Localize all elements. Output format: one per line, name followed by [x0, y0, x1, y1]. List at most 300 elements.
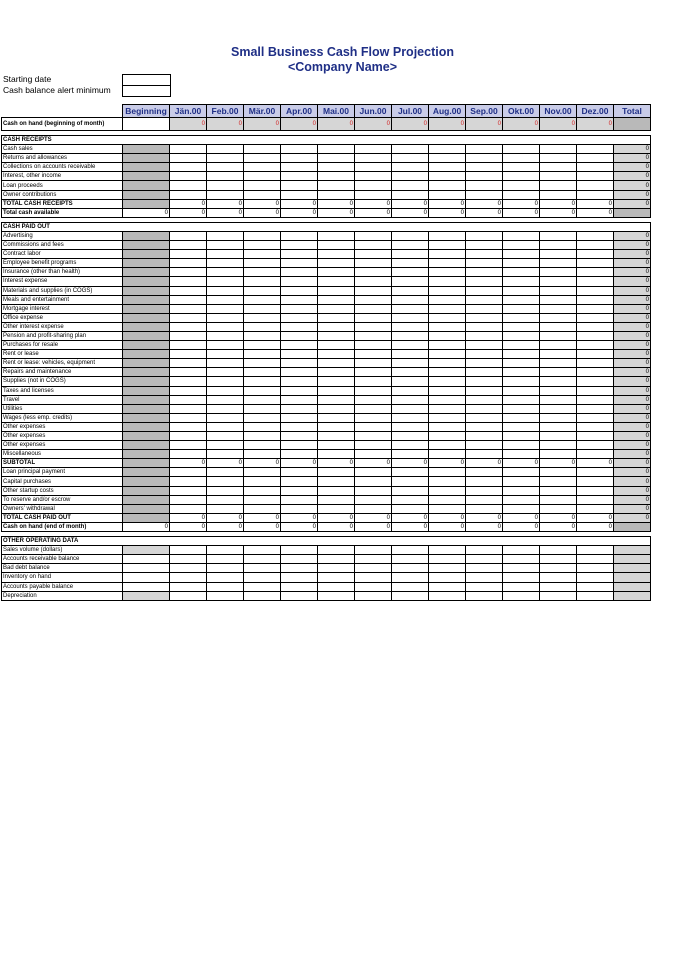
- input-cell[interactable]: [281, 422, 318, 431]
- input-cell[interactable]: [244, 350, 281, 359]
- input-cell[interactable]: [244, 277, 281, 286]
- input-cell[interactable]: [429, 468, 466, 477]
- input-cell[interactable]: [540, 432, 577, 441]
- input-cell[interactable]: [503, 495, 540, 504]
- input-cell[interactable]: [207, 359, 244, 368]
- input-cell[interactable]: [577, 322, 614, 331]
- input-cell[interactable]: [540, 395, 577, 404]
- input-cell[interactable]: [429, 181, 466, 190]
- input-cell[interactable]: [170, 172, 207, 181]
- input-cell[interactable]: [392, 573, 429, 582]
- input-cell[interactable]: [392, 377, 429, 386]
- input-cell[interactable]: [540, 295, 577, 304]
- input-cell[interactable]: [503, 555, 540, 564]
- input-cell[interactable]: [540, 404, 577, 413]
- input-cell[interactable]: [466, 172, 503, 181]
- input-cell[interactable]: [466, 564, 503, 573]
- input-cell[interactable]: [355, 163, 392, 172]
- input-cell[interactable]: [170, 564, 207, 573]
- input-cell[interactable]: [429, 190, 466, 199]
- input-cell[interactable]: [392, 163, 429, 172]
- input-cell[interactable]: [244, 322, 281, 331]
- input-cell[interactable]: [540, 241, 577, 250]
- input-cell[interactable]: [392, 555, 429, 564]
- input-cell[interactable]: [503, 145, 540, 154]
- input-cell[interactable]: [392, 477, 429, 486]
- input-cell[interactable]: [392, 395, 429, 404]
- input-cell[interactable]: [170, 377, 207, 386]
- input-cell[interactable]: [577, 591, 614, 600]
- input-cell[interactable]: [207, 295, 244, 304]
- input-cell[interactable]: [577, 163, 614, 172]
- input-cell[interactable]: [577, 386, 614, 395]
- input-cell[interactable]: [281, 591, 318, 600]
- input-cell[interactable]: [355, 250, 392, 259]
- input-cell[interactable]: [281, 468, 318, 477]
- input-cell[interactable]: [207, 432, 244, 441]
- input-cell[interactable]: [503, 331, 540, 340]
- input-cell[interactable]: [244, 172, 281, 181]
- input-cell[interactable]: [429, 331, 466, 340]
- input-cell[interactable]: [540, 555, 577, 564]
- input-cell[interactable]: [577, 477, 614, 486]
- input-cell[interactable]: [577, 154, 614, 163]
- input-cell[interactable]: [392, 259, 429, 268]
- input-cell[interactable]: [318, 377, 355, 386]
- input-cell[interactable]: [355, 259, 392, 268]
- input-cell[interactable]: [466, 468, 503, 477]
- input-cell[interactable]: [466, 504, 503, 513]
- input-cell[interactable]: [170, 331, 207, 340]
- input-cell[interactable]: [392, 268, 429, 277]
- input-cell[interactable]: [281, 241, 318, 250]
- input-cell[interactable]: [318, 241, 355, 250]
- input-cell[interactable]: [170, 582, 207, 591]
- input-cell[interactable]: [207, 341, 244, 350]
- input-cell[interactable]: [429, 377, 466, 386]
- input-cell[interactable]: [170, 350, 207, 359]
- input-cell[interactable]: [281, 172, 318, 181]
- input-cell[interactable]: [318, 190, 355, 199]
- input-cell[interactable]: [123, 582, 170, 591]
- input-cell[interactable]: [207, 331, 244, 340]
- input-cell[interactable]: [429, 286, 466, 295]
- input-cell[interactable]: [429, 582, 466, 591]
- input-cell[interactable]: [318, 259, 355, 268]
- input-cell[interactable]: [207, 422, 244, 431]
- input-cell[interactable]: [318, 181, 355, 190]
- input-cell[interactable]: [429, 591, 466, 600]
- input-cell[interactable]: [392, 432, 429, 441]
- input-cell[interactable]: [503, 259, 540, 268]
- input-cell[interactable]: [355, 377, 392, 386]
- input-cell[interactable]: [355, 286, 392, 295]
- input-cell[interactable]: [355, 386, 392, 395]
- input-cell[interactable]: [318, 268, 355, 277]
- input-cell[interactable]: [392, 331, 429, 340]
- input-cell[interactable]: [207, 582, 244, 591]
- input-cell[interactable]: [281, 495, 318, 504]
- input-cell[interactable]: [170, 504, 207, 513]
- input-cell[interactable]: [244, 268, 281, 277]
- input-cell[interactable]: [318, 504, 355, 513]
- input-cell[interactable]: [281, 304, 318, 313]
- input-cell[interactable]: [503, 564, 540, 573]
- input-cell[interactable]: [466, 304, 503, 313]
- input-cell[interactable]: [207, 546, 244, 555]
- input-cell[interactable]: [355, 295, 392, 304]
- input-cell[interactable]: [281, 450, 318, 459]
- input-cell[interactable]: [123, 591, 170, 600]
- input-cell[interactable]: [466, 359, 503, 368]
- input-cell[interactable]: [466, 231, 503, 240]
- input-cell[interactable]: [429, 477, 466, 486]
- input-cell[interactable]: [466, 495, 503, 504]
- input-cell[interactable]: [244, 404, 281, 413]
- input-cell[interactable]: [466, 546, 503, 555]
- input-cell[interactable]: [392, 468, 429, 477]
- input-cell[interactable]: [503, 359, 540, 368]
- input-cell[interactable]: [207, 413, 244, 422]
- input-cell[interactable]: [281, 331, 318, 340]
- input-cell[interactable]: [244, 181, 281, 190]
- input-cell[interactable]: [540, 172, 577, 181]
- input-cell[interactable]: [392, 591, 429, 600]
- input-cell[interactable]: [207, 241, 244, 250]
- input-cell[interactable]: [318, 231, 355, 240]
- input-cell[interactable]: [355, 395, 392, 404]
- input-cell[interactable]: [392, 350, 429, 359]
- input-cell[interactable]: [577, 495, 614, 504]
- input-cell[interactable]: [244, 495, 281, 504]
- input-cell[interactable]: [123, 546, 170, 555]
- input-cell[interactable]: [577, 295, 614, 304]
- input-cell[interactable]: [170, 468, 207, 477]
- input-cell[interactable]: [281, 582, 318, 591]
- input-cell[interactable]: [540, 573, 577, 582]
- input-cell[interactable]: [503, 231, 540, 240]
- input-cell[interactable]: [207, 286, 244, 295]
- input-cell[interactable]: [318, 331, 355, 340]
- input-cell[interactable]: [355, 368, 392, 377]
- input-cell[interactable]: [392, 241, 429, 250]
- input-cell[interactable]: [503, 277, 540, 286]
- input-cell[interactable]: [540, 231, 577, 240]
- input-cell[interactable]: [244, 395, 281, 404]
- input-cell[interactable]: [466, 241, 503, 250]
- input-cell[interactable]: [540, 368, 577, 377]
- input-cell[interactable]: [503, 241, 540, 250]
- input-cell[interactable]: [170, 145, 207, 154]
- input-cell[interactable]: [123, 555, 170, 564]
- input-cell[interactable]: [318, 154, 355, 163]
- input-cell[interactable]: [540, 546, 577, 555]
- input-cell[interactable]: [429, 259, 466, 268]
- input-cell[interactable]: [318, 573, 355, 582]
- input-cell[interactable]: [281, 368, 318, 377]
- input-cell[interactable]: [170, 190, 207, 199]
- input-cell[interactable]: [577, 486, 614, 495]
- input-cell[interactable]: [466, 341, 503, 350]
- input-cell[interactable]: [207, 313, 244, 322]
- input-cell[interactable]: [318, 313, 355, 322]
- input-cell[interactable]: [503, 413, 540, 422]
- input-cell[interactable]: [170, 555, 207, 564]
- input-cell[interactable]: [540, 304, 577, 313]
- input-cell[interactable]: [540, 313, 577, 322]
- input-cell[interactable]: [355, 573, 392, 582]
- input-cell[interactable]: [355, 350, 392, 359]
- input-cell[interactable]: [577, 564, 614, 573]
- input-cell[interactable]: [355, 495, 392, 504]
- input-cell[interactable]: [429, 313, 466, 322]
- input-cell[interactable]: [429, 432, 466, 441]
- input-cell[interactable]: [355, 277, 392, 286]
- input-cell[interactable]: [577, 422, 614, 431]
- input-cell[interactable]: [466, 432, 503, 441]
- input-cell[interactable]: [318, 295, 355, 304]
- input-cell[interactable]: [207, 154, 244, 163]
- input-cell[interactable]: [540, 181, 577, 190]
- input-cell[interactable]: [281, 477, 318, 486]
- input-cell[interactable]: [207, 145, 244, 154]
- input-cell[interactable]: [281, 181, 318, 190]
- input-cell[interactable]: [577, 341, 614, 350]
- input-cell[interactable]: [503, 404, 540, 413]
- input-cell[interactable]: [577, 313, 614, 322]
- input-cell[interactable]: [429, 486, 466, 495]
- input-cell[interactable]: [466, 377, 503, 386]
- input-cell[interactable]: [392, 341, 429, 350]
- input-cell[interactable]: [281, 268, 318, 277]
- input-cell[interactable]: [429, 413, 466, 422]
- input-cell[interactable]: [540, 259, 577, 268]
- input-cell[interactable]: [207, 172, 244, 181]
- input-cell[interactable]: [429, 495, 466, 504]
- input-cell[interactable]: [577, 250, 614, 259]
- input-cell[interactable]: [466, 277, 503, 286]
- input-cell[interactable]: [577, 304, 614, 313]
- input-cell[interactable]: [281, 564, 318, 573]
- input-cell[interactable]: [429, 154, 466, 163]
- input-cell[interactable]: [577, 573, 614, 582]
- input-cell[interactable]: [429, 322, 466, 331]
- input-cell[interactable]: [540, 504, 577, 513]
- input-cell[interactable]: [540, 350, 577, 359]
- input-cell[interactable]: [466, 259, 503, 268]
- input-cell[interactable]: [207, 450, 244, 459]
- input-cell[interactable]: [207, 404, 244, 413]
- input-cell[interactable]: [355, 468, 392, 477]
- input-cell[interactable]: [318, 582, 355, 591]
- input-cell[interactable]: [429, 304, 466, 313]
- input-cell[interactable]: [392, 450, 429, 459]
- input-cell[interactable]: [207, 368, 244, 377]
- input-cell[interactable]: [429, 359, 466, 368]
- input-cell[interactable]: [577, 468, 614, 477]
- input-cell[interactable]: [170, 441, 207, 450]
- input-cell[interactable]: [392, 231, 429, 240]
- input-cell[interactable]: [281, 404, 318, 413]
- input-cell[interactable]: [429, 386, 466, 395]
- input-cell[interactable]: [392, 359, 429, 368]
- input-cell[interactable]: [429, 564, 466, 573]
- input-cell[interactable]: [466, 268, 503, 277]
- input-cell[interactable]: [503, 250, 540, 259]
- input-cell[interactable]: [170, 268, 207, 277]
- input-cell[interactable]: [577, 404, 614, 413]
- input-cell[interactable]: [540, 277, 577, 286]
- input-cell[interactable]: [355, 450, 392, 459]
- input-cell[interactable]: [355, 564, 392, 573]
- input-cell[interactable]: [577, 259, 614, 268]
- input-cell[interactable]: [355, 268, 392, 277]
- input-cell[interactable]: [355, 241, 392, 250]
- input-cell[interactable]: [466, 313, 503, 322]
- input-cell[interactable]: [429, 350, 466, 359]
- input-cell[interactable]: [540, 477, 577, 486]
- input-cell[interactable]: [466, 441, 503, 450]
- input-cell[interactable]: [355, 413, 392, 422]
- input-cell[interactable]: [503, 432, 540, 441]
- input-cell[interactable]: [318, 322, 355, 331]
- input-cell[interactable]: [355, 546, 392, 555]
- input-cell[interactable]: [540, 413, 577, 422]
- input-cell[interactable]: [392, 304, 429, 313]
- input-cell[interactable]: [429, 422, 466, 431]
- input-cell[interactable]: [170, 432, 207, 441]
- input-cell[interactable]: [392, 404, 429, 413]
- input-cell[interactable]: [318, 368, 355, 377]
- input-cell[interactable]: [355, 190, 392, 199]
- input-cell[interactable]: [392, 277, 429, 286]
- input-cell[interactable]: [392, 413, 429, 422]
- input-cell[interactable]: [392, 582, 429, 591]
- input-cell[interactable]: [281, 486, 318, 495]
- input-cell[interactable]: [244, 250, 281, 259]
- input-cell[interactable]: [170, 368, 207, 377]
- input-cell[interactable]: [170, 546, 207, 555]
- input-cell[interactable]: [540, 286, 577, 295]
- input-cell[interactable]: [503, 304, 540, 313]
- input-cell[interactable]: [244, 154, 281, 163]
- input-cell[interactable]: [503, 341, 540, 350]
- input-cell[interactable]: [318, 413, 355, 422]
- input-cell[interactable]: [503, 395, 540, 404]
- input-cell[interactable]: [577, 145, 614, 154]
- input-cell[interactable]: [207, 591, 244, 600]
- input-cell[interactable]: [429, 555, 466, 564]
- input-cell[interactable]: [392, 322, 429, 331]
- input-cell[interactable]: [170, 386, 207, 395]
- input-cell[interactable]: [244, 441, 281, 450]
- input-cell[interactable]: [207, 573, 244, 582]
- input-cell[interactable]: [429, 172, 466, 181]
- input-cell[interactable]: [540, 190, 577, 199]
- input-cell[interactable]: [281, 555, 318, 564]
- input-cell[interactable]: [244, 145, 281, 154]
- input-cell[interactable]: [503, 322, 540, 331]
- input-cell[interactable]: [281, 377, 318, 386]
- input-cell[interactable]: [503, 504, 540, 513]
- input-cell[interactable]: [503, 441, 540, 450]
- input-cell[interactable]: [503, 591, 540, 600]
- input-cell[interactable]: [540, 163, 577, 172]
- input-cell[interactable]: [540, 591, 577, 600]
- input-cell[interactable]: [244, 413, 281, 422]
- input-cell[interactable]: [392, 486, 429, 495]
- input-cell[interactable]: [207, 250, 244, 259]
- input-cell[interactable]: [503, 268, 540, 277]
- input-cell[interactable]: [466, 286, 503, 295]
- input-cell[interactable]: [466, 422, 503, 431]
- input-cell[interactable]: [281, 286, 318, 295]
- input-cell[interactable]: [429, 504, 466, 513]
- input-cell[interactable]: [170, 422, 207, 431]
- input-cell[interactable]: [355, 477, 392, 486]
- input-cell[interactable]: [355, 172, 392, 181]
- input-cell[interactable]: [207, 277, 244, 286]
- input-cell[interactable]: [281, 190, 318, 199]
- input-cell[interactable]: [244, 432, 281, 441]
- input-cell[interactable]: [318, 404, 355, 413]
- input-cell[interactable]: [355, 341, 392, 350]
- input-cell[interactable]: [540, 486, 577, 495]
- input-cell[interactable]: [503, 154, 540, 163]
- input-cell[interactable]: [540, 468, 577, 477]
- input-cell[interactable]: [318, 486, 355, 495]
- input-cell[interactable]: [355, 154, 392, 163]
- input-cell[interactable]: [318, 172, 355, 181]
- input-cell[interactable]: [392, 386, 429, 395]
- input-cell[interactable]: [392, 441, 429, 450]
- input-cell[interactable]: [429, 295, 466, 304]
- input-cell[interactable]: [207, 231, 244, 240]
- input-cell[interactable]: [207, 441, 244, 450]
- input-cell[interactable]: [170, 477, 207, 486]
- input-cell[interactable]: [577, 268, 614, 277]
- input-cell[interactable]: [577, 441, 614, 450]
- input-cell[interactable]: [244, 331, 281, 340]
- input-cell[interactable]: [577, 231, 614, 240]
- input-cell[interactable]: [503, 546, 540, 555]
- input-cell[interactable]: [170, 154, 207, 163]
- input-cell[interactable]: [318, 495, 355, 504]
- input-cell[interactable]: [577, 413, 614, 422]
- input-cell[interactable]: [207, 322, 244, 331]
- input-cell[interactable]: [392, 181, 429, 190]
- input-cell[interactable]: [281, 573, 318, 582]
- input-cell[interactable]: [244, 368, 281, 377]
- input-cell[interactable]: [503, 486, 540, 495]
- input-cell[interactable]: [355, 359, 392, 368]
- input-cell[interactable]: [577, 331, 614, 340]
- input-cell[interactable]: [170, 259, 207, 268]
- input-cell[interactable]: [429, 268, 466, 277]
- input-cell[interactable]: [170, 450, 207, 459]
- input-cell[interactable]: [244, 163, 281, 172]
- input-cell[interactable]: [540, 322, 577, 331]
- input-cell[interactable]: [207, 163, 244, 172]
- input-cell[interactable]: [392, 422, 429, 431]
- input-cell[interactable]: [577, 504, 614, 513]
- input-cell[interactable]: [170, 495, 207, 504]
- input-cell[interactable]: [170, 304, 207, 313]
- input-cell[interactable]: [281, 231, 318, 240]
- input-cell[interactable]: [540, 450, 577, 459]
- input-cell[interactable]: [503, 386, 540, 395]
- input-cell[interactable]: [170, 277, 207, 286]
